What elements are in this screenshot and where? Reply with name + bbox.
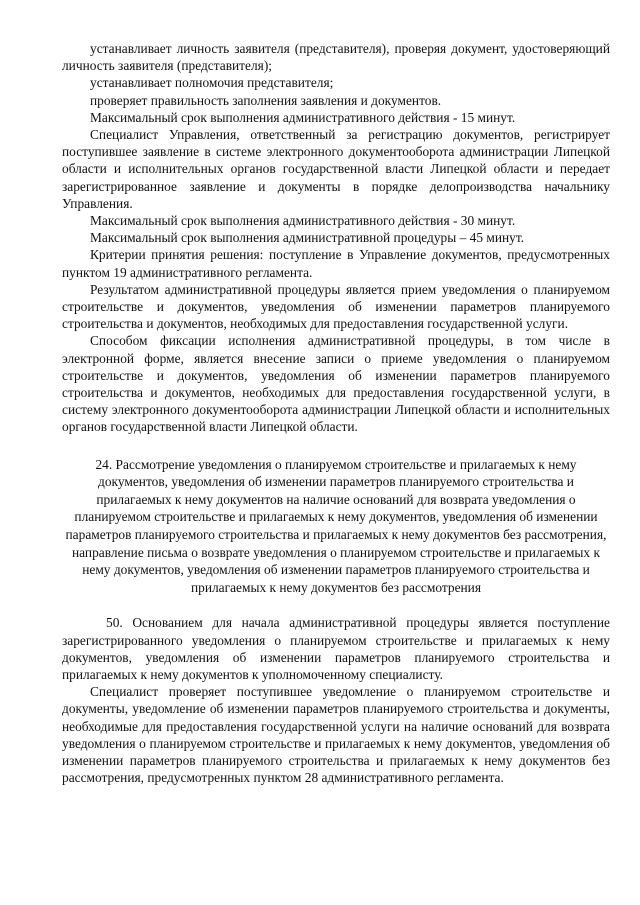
paragraph-registration: Специалист Управления, ответственный за регистрацию документов, регистрирует поступившее заявление в системе электронного документооборота администрации Липецкой области и исполнительных органов государственной власти Липецкой области и передает зарегистрированное заявление и документы в порядке делопроизводства начальнику Управления. (62, 127, 610, 211)
paragraph-deadline-45: Максимальный срок выполнения административной процедуры – 45 минут. (90, 230, 525, 246)
paragraph-specialist-check: Специалист проверяет поступившее уведомление о планируемом строительстве и документы, уведомление об изменении параметров планируемого строительства и документы, необходимые для предоставления государственной услуги на наличие оснований для возврата уведомления о планируемом строительстве и прилагаемых к нему документов, уведомления об изменении параметров планируемого строительства и прилагаемых к нему документов без рассмотрения, предусмотренных пунктом 28 административного регламента. (62, 684, 610, 786)
paragraph-decision-criteria: Критерии принятия решения: поступление в Управление документов, предусмотренных пунктом 19 административного регламента. (62, 247, 610, 280)
paragraph-authority-check: устанавливает полномочия представителя; (90, 75, 334, 91)
paragraph-item-50: 50. Основанием для начала административной процедуры является поступление зарегистрированного уведомления о планируемом строительстве и прилагаемых к нему документов, уведомления об изменении параметров планируемого строительства и прилагаемых к нему документов к уполномоченному специалисту. (62, 615, 610, 683)
paragraph-fixation-method: Способом фиксации исполнения административной процедуры, в том числе в электронной форме, является внесение записи о приеме уведомления о планируемом строительстве и документов, уведомления об изменении параметров планируемого строительства и документов, необходимых для предоставления государственной услуги, в систему электронного документооборота администрации Липецкой области и исполнительных органов государственной власти Липецкой области. (62, 333, 610, 435)
paragraph-procedure-result: Результатом административной процедуры является прием уведомления о планируемом строительстве и документов, уведомления об изменении параметров планируемого строительства и документов, необходимых для предоставления государственной услуги. (62, 281, 610, 332)
document-page (62, 40, 610, 786)
section-heading: 24. Рассмотрение уведомления о планируемом строительстве и прилагаемых к нему документов, уведомления об изменении параметров планируемого строительства и прилагаемых к нему документов на наличие оснований для возврата уведомления о планируемом строительстве и прилагаемых к нему документов, уведомления об изменении параметров планируемого строительства и прилагаемых к нему документов без рассмотрения, направление письма о возврате уведомления о планируемом строительстве и прилагаемых к нему документов, уведомления об изменении параметров планируемого строительства и прилагаемых к нему документов без рассмотрения (65, 456, 607, 595)
paragraph-deadline-30: Максимальный срок выполнения административного действия - 30 минут. (90, 213, 516, 229)
paragraph-deadline-15: Максимальный срок выполнения административного действия - 15 минут. (90, 109, 516, 125)
paragraph-identity-check: устанавливает личность заявителя (представителя), проверяя документ, удостоверяющий личность заявителя (представителя); (62, 41, 610, 74)
paragraph-form-check: проверяет правильность заполнения заявления и документов. (90, 92, 442, 108)
